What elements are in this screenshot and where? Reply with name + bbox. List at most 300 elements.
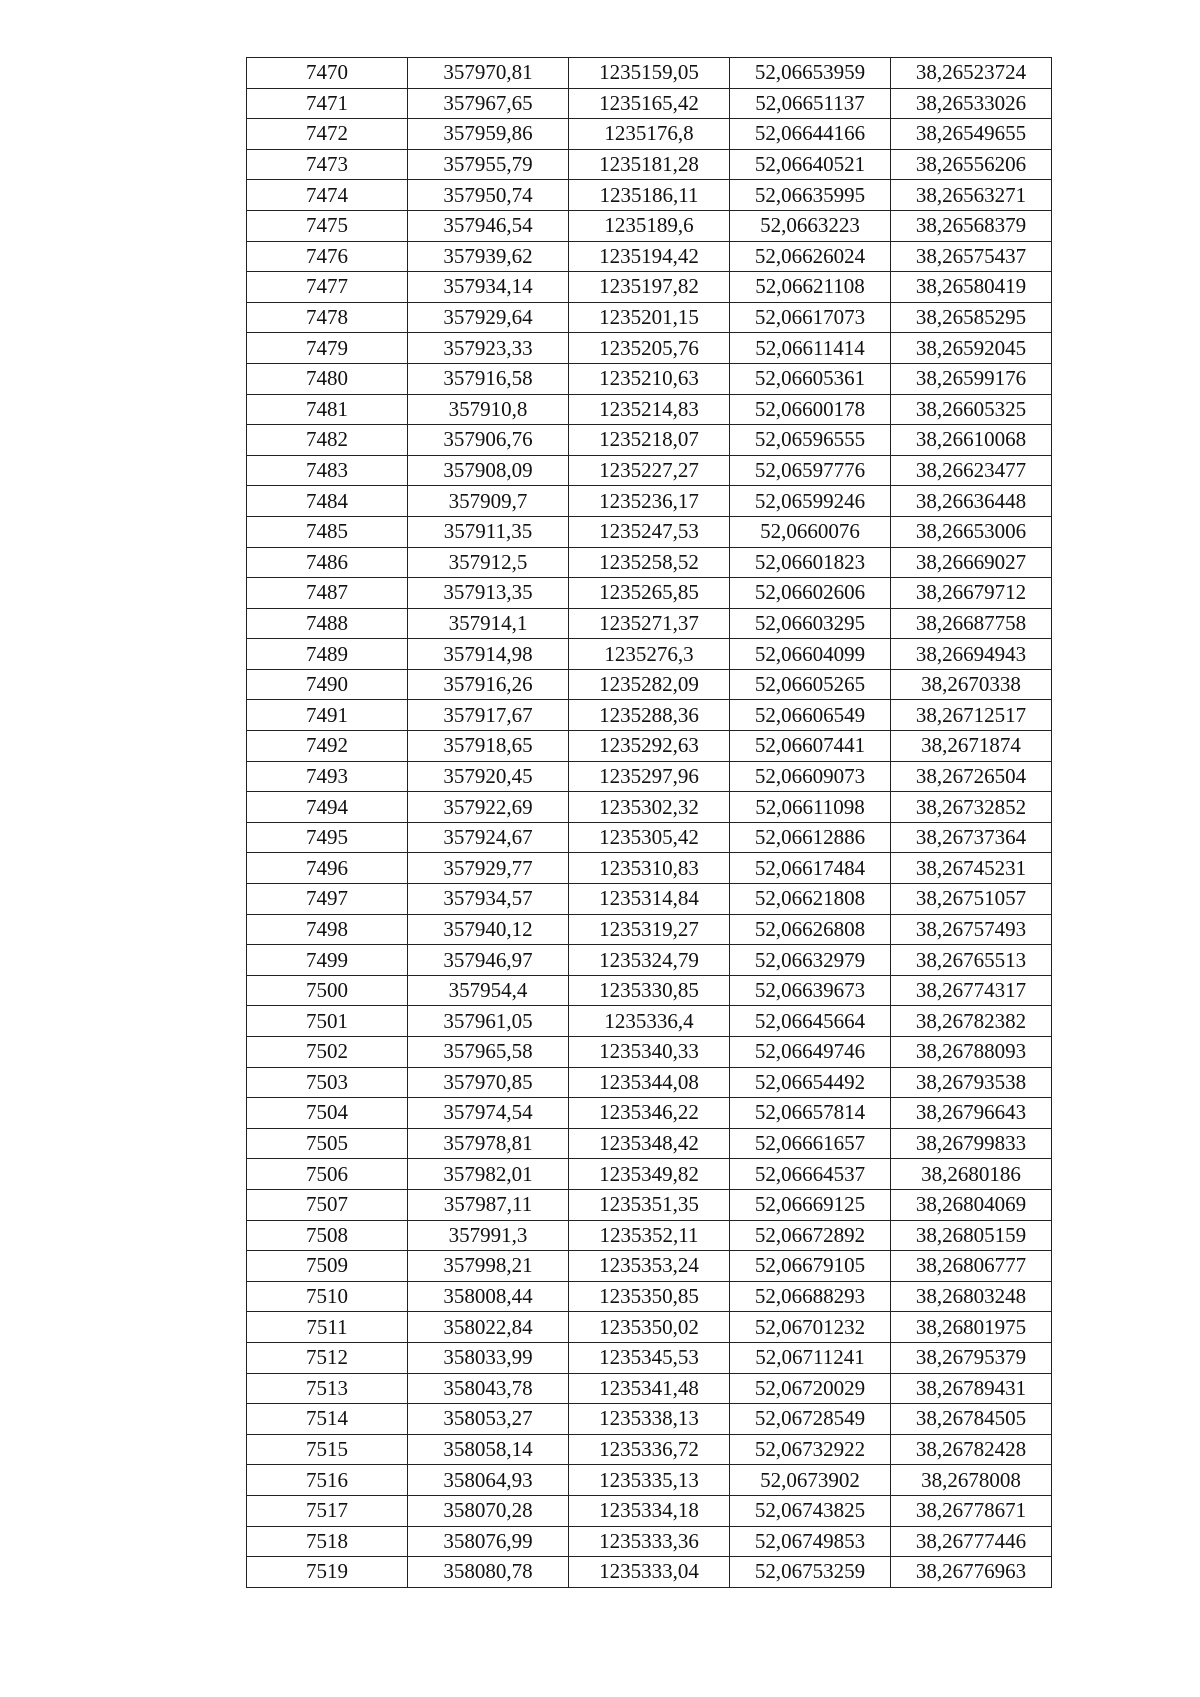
table-row [247,975,1052,1006]
point-number-cell: 7490 [247,669,408,700]
table-row [247,394,1052,425]
latitude-cell: 52,06749853 [730,1526,891,1557]
x-coordinate-cell: 357982,01 [408,1159,569,1190]
x-coordinate-cell: 357978,81 [408,1128,569,1159]
latitude-cell: 52,06649746 [730,1037,891,1068]
longitude-cell: 38,26796643 [891,1098,1052,1129]
table-row [247,669,1052,700]
y-coordinate-cell: 1235189,6 [569,210,730,241]
table-row [247,1557,1052,1588]
point-number-cell: 7515 [247,1434,408,1465]
y-coordinate-cell: 1235336,72 [569,1434,730,1465]
x-coordinate-cell: 358033,99 [408,1342,569,1373]
table-row [247,486,1052,517]
x-coordinate-cell: 358076,99 [408,1526,569,1557]
latitude-cell: 52,06732922 [730,1434,891,1465]
y-coordinate-cell: 1235348,42 [569,1128,730,1159]
table-row [247,333,1052,364]
x-coordinate-cell: 357967,65 [408,88,569,119]
x-coordinate-cell: 357965,58 [408,1037,569,1068]
latitude-cell: 52,06753259 [730,1557,891,1588]
longitude-cell: 38,26563271 [891,180,1052,211]
longitude-cell: 38,26669027 [891,547,1052,578]
x-coordinate-cell: 357912,5 [408,547,569,578]
x-coordinate-cell: 357946,54 [408,210,569,241]
point-number-cell: 7495 [247,822,408,853]
latitude-cell: 52,06639673 [730,975,891,1006]
latitude-cell: 52,06596555 [730,425,891,456]
table-row [247,516,1052,547]
longitude-cell: 38,26610068 [891,425,1052,456]
x-coordinate-cell: 357924,67 [408,822,569,853]
longitude-cell: 38,26804069 [891,1189,1052,1220]
point-number-cell: 7496 [247,853,408,884]
point-number-cell: 7498 [247,914,408,945]
point-number-cell: 7472 [247,119,408,150]
latitude-cell: 52,06609073 [730,761,891,792]
x-coordinate-cell: 357906,76 [408,425,569,456]
point-number-cell: 7478 [247,302,408,333]
coordinates-table-body [247,58,1052,1588]
latitude-cell: 52,06621108 [730,272,891,303]
latitude-cell: 52,06720029 [730,1373,891,1404]
point-number-cell: 7492 [247,731,408,762]
longitude-cell: 38,26799833 [891,1128,1052,1159]
x-coordinate-cell: 357970,81 [408,58,569,89]
longitude-cell: 38,26732852 [891,792,1052,823]
table-row [247,210,1052,241]
point-number-cell: 7506 [247,1159,408,1190]
y-coordinate-cell: 1235353,24 [569,1251,730,1282]
latitude-cell: 52,0660076 [730,516,891,547]
longitude-cell: 38,26788093 [891,1037,1052,1068]
x-coordinate-cell: 358070,28 [408,1495,569,1526]
table-row [247,149,1052,180]
longitude-cell: 38,2670338 [891,669,1052,700]
point-number-cell: 7511 [247,1312,408,1343]
longitude-cell: 38,26784505 [891,1404,1052,1435]
longitude-cell: 38,26636448 [891,486,1052,517]
table-row [247,1220,1052,1251]
y-coordinate-cell: 1235159,05 [569,58,730,89]
point-number-cell: 7497 [247,884,408,915]
table-row [247,180,1052,211]
point-number-cell: 7482 [247,425,408,456]
table-row [247,1434,1052,1465]
point-number-cell: 7474 [247,180,408,211]
latitude-cell: 52,06612886 [730,822,891,853]
table-row [247,853,1052,884]
longitude-cell: 38,26533026 [891,88,1052,119]
point-number-cell: 7513 [247,1373,408,1404]
table-row [247,1128,1052,1159]
y-coordinate-cell: 1235352,11 [569,1220,730,1251]
point-number-cell: 7471 [247,88,408,119]
point-number-cell: 7493 [247,761,408,792]
point-number-cell: 7486 [247,547,408,578]
latitude-cell: 52,06728549 [730,1404,891,1435]
longitude-cell: 38,26806777 [891,1251,1052,1282]
x-coordinate-cell: 358058,14 [408,1434,569,1465]
y-coordinate-cell: 1235310,83 [569,853,730,884]
y-coordinate-cell: 1235218,07 [569,425,730,456]
x-coordinate-cell: 357914,98 [408,639,569,670]
longitude-cell: 38,26623477 [891,455,1052,486]
latitude-cell: 52,06632979 [730,945,891,976]
longitude-cell: 38,26801975 [891,1312,1052,1343]
latitude-cell: 52,06711241 [730,1342,891,1373]
point-number-cell: 7484 [247,486,408,517]
latitude-cell: 52,06701232 [730,1312,891,1343]
point-number-cell: 7503 [247,1067,408,1098]
y-coordinate-cell: 1235276,3 [569,639,730,670]
table-row [247,88,1052,119]
table-row [247,822,1052,853]
point-number-cell: 7514 [247,1404,408,1435]
table-row [247,1189,1052,1220]
x-coordinate-cell: 357914,1 [408,608,569,639]
table-row [247,1067,1052,1098]
x-coordinate-cell: 357916,58 [408,363,569,394]
longitude-cell: 38,26599176 [891,363,1052,394]
table-row [247,639,1052,670]
x-coordinate-cell: 357908,09 [408,455,569,486]
latitude-cell: 52,06743825 [730,1495,891,1526]
y-coordinate-cell: 1235265,85 [569,578,730,609]
latitude-cell: 52,06651137 [730,88,891,119]
point-number-cell: 7489 [247,639,408,670]
x-coordinate-cell: 358064,93 [408,1465,569,1496]
y-coordinate-cell: 1235181,28 [569,149,730,180]
table-row [247,1006,1052,1037]
latitude-cell: 52,06605361 [730,363,891,394]
longitude-cell: 38,26745231 [891,853,1052,884]
y-coordinate-cell: 1235333,36 [569,1526,730,1557]
x-coordinate-cell: 357929,64 [408,302,569,333]
point-number-cell: 7512 [247,1342,408,1373]
table-row [247,578,1052,609]
latitude-cell: 52,06657814 [730,1098,891,1129]
table-row [247,1404,1052,1435]
longitude-cell: 38,26765513 [891,945,1052,976]
latitude-cell: 52,0663223 [730,210,891,241]
y-coordinate-cell: 1235297,96 [569,761,730,792]
longitude-cell: 38,26694943 [891,639,1052,670]
y-coordinate-cell: 1235271,37 [569,608,730,639]
y-coordinate-cell: 1235330,85 [569,975,730,1006]
latitude-cell: 52,06607441 [730,731,891,762]
x-coordinate-cell: 357917,67 [408,700,569,731]
table-row [247,945,1052,976]
point-number-cell: 7516 [247,1465,408,1496]
table-row [247,884,1052,915]
y-coordinate-cell: 1235201,15 [569,302,730,333]
point-number-cell: 7483 [247,455,408,486]
y-coordinate-cell: 1235334,18 [569,1495,730,1526]
longitude-cell: 38,26592045 [891,333,1052,364]
point-number-cell: 7473 [247,149,408,180]
table-row [247,1526,1052,1557]
latitude-cell: 52,06617073 [730,302,891,333]
latitude-cell: 52,06672892 [730,1220,891,1251]
longitude-cell: 38,26549655 [891,119,1052,150]
table-row [247,1373,1052,1404]
latitude-cell: 52,06688293 [730,1281,891,1312]
x-coordinate-cell: 357910,8 [408,394,569,425]
table-row [247,1098,1052,1129]
longitude-cell: 38,26776963 [891,1557,1052,1588]
latitude-cell: 52,0673902 [730,1465,891,1496]
point-number-cell: 7517 [247,1495,408,1526]
longitude-cell: 38,2678008 [891,1465,1052,1496]
x-coordinate-cell: 357909,7 [408,486,569,517]
point-number-cell: 7475 [247,210,408,241]
y-coordinate-cell: 1235292,63 [569,731,730,762]
latitude-cell: 52,06597776 [730,455,891,486]
longitude-cell: 38,26653006 [891,516,1052,547]
x-coordinate-cell: 357940,12 [408,914,569,945]
table-row [247,1342,1052,1373]
x-coordinate-cell: 358080,78 [408,1557,569,1588]
x-coordinate-cell: 357922,69 [408,792,569,823]
x-coordinate-cell: 357929,77 [408,853,569,884]
y-coordinate-cell: 1235214,83 [569,394,730,425]
latitude-cell: 52,06635995 [730,180,891,211]
x-coordinate-cell: 357950,74 [408,180,569,211]
longitude-cell: 38,26726504 [891,761,1052,792]
table-row [247,1495,1052,1526]
longitude-cell: 38,26793538 [891,1067,1052,1098]
latitude-cell: 52,06679105 [730,1251,891,1282]
table-row [247,363,1052,394]
longitude-cell: 38,26789431 [891,1373,1052,1404]
point-number-cell: 7479 [247,333,408,364]
y-coordinate-cell: 1235333,04 [569,1557,730,1588]
x-coordinate-cell: 357987,11 [408,1189,569,1220]
point-number-cell: 7501 [247,1006,408,1037]
y-coordinate-cell: 1235319,27 [569,914,730,945]
y-coordinate-cell: 1235350,85 [569,1281,730,1312]
x-coordinate-cell: 357991,3 [408,1220,569,1251]
latitude-cell: 52,06603295 [730,608,891,639]
y-coordinate-cell: 1235247,53 [569,516,730,547]
x-coordinate-cell: 357911,35 [408,516,569,547]
point-number-cell: 7509 [247,1251,408,1282]
y-coordinate-cell: 1235210,63 [569,363,730,394]
point-number-cell: 7508 [247,1220,408,1251]
y-coordinate-cell: 1235346,22 [569,1098,730,1129]
point-number-cell: 7505 [247,1128,408,1159]
table-row [247,58,1052,89]
x-coordinate-cell: 357970,85 [408,1067,569,1098]
latitude-cell: 52,06653959 [730,58,891,89]
longitude-cell: 38,26757493 [891,914,1052,945]
longitude-cell: 38,26605325 [891,394,1052,425]
x-coordinate-cell: 357916,26 [408,669,569,700]
latitude-cell: 52,06664537 [730,1159,891,1190]
table-row [247,425,1052,456]
longitude-cell: 38,26575437 [891,241,1052,272]
x-coordinate-cell: 358008,44 [408,1281,569,1312]
y-coordinate-cell: 1235349,82 [569,1159,730,1190]
longitude-cell: 38,2671874 [891,731,1052,762]
table-row [247,1159,1052,1190]
longitude-cell: 38,26805159 [891,1220,1052,1251]
latitude-cell: 52,06626024 [730,241,891,272]
y-coordinate-cell: 1235344,08 [569,1067,730,1098]
y-coordinate-cell: 1235197,82 [569,272,730,303]
y-coordinate-cell: 1235340,33 [569,1037,730,1068]
table-row [247,608,1052,639]
point-number-cell: 7500 [247,975,408,1006]
y-coordinate-cell: 1235335,13 [569,1465,730,1496]
x-coordinate-cell: 357939,62 [408,241,569,272]
x-coordinate-cell: 357918,65 [408,731,569,762]
longitude-cell: 38,26795379 [891,1342,1052,1373]
x-coordinate-cell: 358022,84 [408,1312,569,1343]
table-row [247,1037,1052,1068]
latitude-cell: 52,06617484 [730,853,891,884]
y-coordinate-cell: 1235336,4 [569,1006,730,1037]
latitude-cell: 52,06621808 [730,884,891,915]
table-row [247,1465,1052,1496]
longitude-cell: 38,26782382 [891,1006,1052,1037]
latitude-cell: 52,06669125 [730,1189,891,1220]
latitude-cell: 52,06600178 [730,394,891,425]
y-coordinate-cell: 1235258,52 [569,547,730,578]
x-coordinate-cell: 357946,97 [408,945,569,976]
y-coordinate-cell: 1235176,8 [569,119,730,150]
longitude-cell: 38,26777446 [891,1526,1052,1557]
point-number-cell: 7518 [247,1526,408,1557]
table-row [247,1251,1052,1282]
longitude-cell: 38,26774317 [891,975,1052,1006]
latitude-cell: 52,06645664 [730,1006,891,1037]
longitude-cell: 38,26523724 [891,58,1052,89]
point-number-cell: 7502 [247,1037,408,1068]
point-number-cell: 7504 [247,1098,408,1129]
x-coordinate-cell: 357955,79 [408,149,569,180]
point-number-cell: 7476 [247,241,408,272]
latitude-cell: 52,06611414 [730,333,891,364]
point-number-cell: 7477 [247,272,408,303]
x-coordinate-cell: 357934,57 [408,884,569,915]
x-coordinate-cell: 357961,05 [408,1006,569,1037]
x-coordinate-cell: 357913,35 [408,578,569,609]
latitude-cell: 52,06601823 [730,547,891,578]
latitude-cell: 52,06611098 [730,792,891,823]
point-number-cell: 7488 [247,608,408,639]
point-number-cell: 7494 [247,792,408,823]
table-row [247,302,1052,333]
point-number-cell: 7480 [247,363,408,394]
point-number-cell: 7507 [247,1189,408,1220]
x-coordinate-cell: 357920,45 [408,761,569,792]
latitude-cell: 52,06644166 [730,119,891,150]
table-row [247,272,1052,303]
table-row [247,455,1052,486]
latitude-cell: 52,06599246 [730,486,891,517]
table-row [247,731,1052,762]
table-row [247,1312,1052,1343]
point-number-cell: 7487 [247,578,408,609]
longitude-cell: 38,26782428 [891,1434,1052,1465]
latitude-cell: 52,06604099 [730,639,891,670]
latitude-cell: 52,06605265 [730,669,891,700]
latitude-cell: 52,06654492 [730,1067,891,1098]
y-coordinate-cell: 1235165,42 [569,88,730,119]
longitude-cell: 38,26737364 [891,822,1052,853]
y-coordinate-cell: 1235288,36 [569,700,730,731]
point-number-cell: 7510 [247,1281,408,1312]
y-coordinate-cell: 1235345,53 [569,1342,730,1373]
longitude-cell: 38,26556206 [891,149,1052,180]
longitude-cell: 38,26803248 [891,1281,1052,1312]
latitude-cell: 52,06606549 [730,700,891,731]
point-number-cell: 7485 [247,516,408,547]
table-row [247,119,1052,150]
table-row [247,761,1052,792]
table-row [247,1281,1052,1312]
table-row [247,914,1052,945]
x-coordinate-cell: 357954,4 [408,975,569,1006]
longitude-cell: 38,26679712 [891,578,1052,609]
y-coordinate-cell: 1235194,42 [569,241,730,272]
longitude-cell: 38,26687758 [891,608,1052,639]
x-coordinate-cell: 357934,14 [408,272,569,303]
x-coordinate-cell: 357974,54 [408,1098,569,1129]
y-coordinate-cell: 1235351,35 [569,1189,730,1220]
longitude-cell: 38,26712517 [891,700,1052,731]
table-row [247,792,1052,823]
y-coordinate-cell: 1235186,11 [569,180,730,211]
longitude-cell: 38,26585295 [891,302,1052,333]
longitude-cell: 38,2680186 [891,1159,1052,1190]
latitude-cell: 52,06640521 [730,149,891,180]
point-number-cell: 7519 [247,1557,408,1588]
y-coordinate-cell: 1235350,02 [569,1312,730,1343]
longitude-cell: 38,26778671 [891,1495,1052,1526]
x-coordinate-cell: 358043,78 [408,1373,569,1404]
y-coordinate-cell: 1235338,13 [569,1404,730,1435]
table-row [247,700,1052,731]
longitude-cell: 38,26580419 [891,272,1052,303]
y-coordinate-cell: 1235236,17 [569,486,730,517]
point-number-cell: 7491 [247,700,408,731]
table-row [247,241,1052,272]
x-coordinate-cell: 357923,33 [408,333,569,364]
coordinates-table [246,57,1052,1588]
point-number-cell: 7499 [247,945,408,976]
x-coordinate-cell: 357998,21 [408,1251,569,1282]
y-coordinate-cell: 1235305,42 [569,822,730,853]
y-coordinate-cell: 1235314,84 [569,884,730,915]
point-number-cell: 7470 [247,58,408,89]
y-coordinate-cell: 1235324,79 [569,945,730,976]
y-coordinate-cell: 1235227,27 [569,455,730,486]
x-coordinate-cell: 357959,86 [408,119,569,150]
x-coordinate-cell: 358053,27 [408,1404,569,1435]
point-number-cell: 7481 [247,394,408,425]
latitude-cell: 52,06661657 [730,1128,891,1159]
longitude-cell: 38,26568379 [891,210,1052,241]
y-coordinate-cell: 1235205,76 [569,333,730,364]
table-row [247,547,1052,578]
latitude-cell: 52,06602606 [730,578,891,609]
longitude-cell: 38,26751057 [891,884,1052,915]
y-coordinate-cell: 1235302,32 [569,792,730,823]
y-coordinate-cell: 1235282,09 [569,669,730,700]
